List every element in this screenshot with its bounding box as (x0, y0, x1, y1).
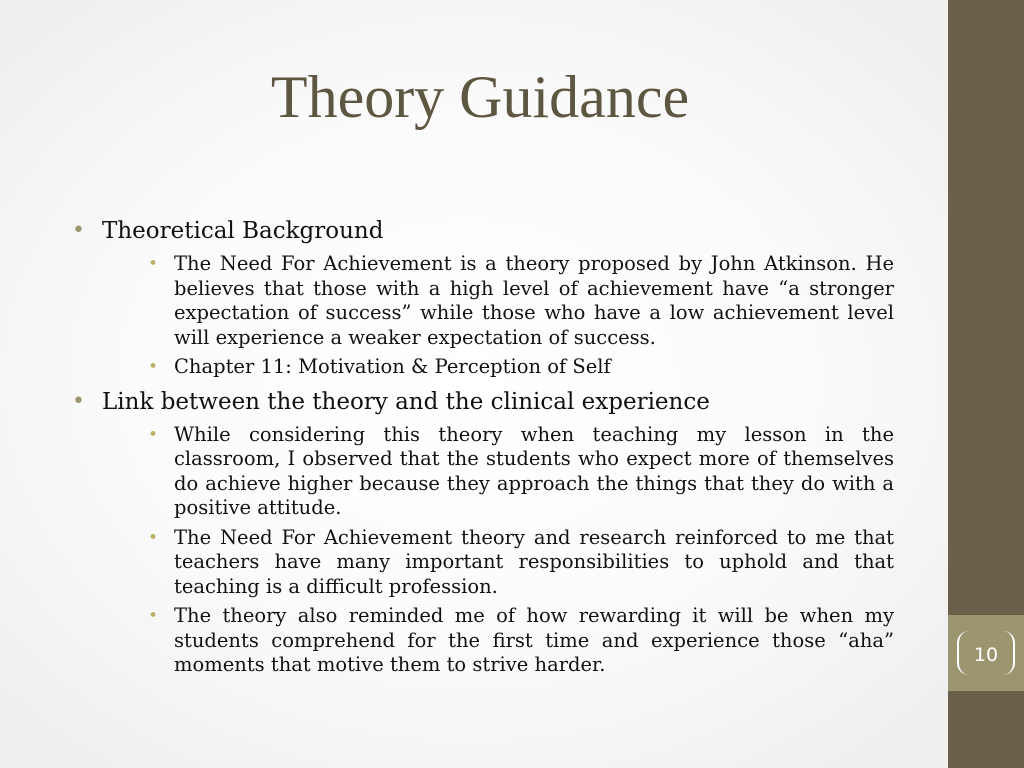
bullet-icon: • (148, 527, 159, 548)
section-heading-text: Theoretical Background (102, 218, 384, 244)
list-item-text: Chapter 11: Motivation & Perception of Self (174, 355, 611, 378)
page-number-box (948, 615, 1024, 691)
section-heading-text: Link between the theory and the clinical experience (102, 388, 710, 415)
bullet-icon: • (72, 218, 85, 243)
list-item (72, 252, 894, 350)
bullet-icon: • (72, 388, 85, 414)
list-item-text: The Need For Achievement is a theory proposed by John Atkinson. He believes that those with a high level of achievement have “a stronger expectation of success” while those who have a low achievement level will experience a weaker expectation of success. (174, 252, 894, 349)
list-item-text: The theory also reminded me of how rewarding it will be when my students comprehend for the first time and experience those “aha” moments that motive them to strive harder. (174, 604, 894, 676)
bullet-icon: • (148, 254, 159, 274)
list-item-text: While considering this theory when teaching my lesson in the classroom, I observed that the students who expect more of themselves do achieve higher because they approach the things that they do with a positive attitude. (174, 422, 894, 519)
slide-title: Theory Guidance (270, 64, 690, 130)
section-heading-theoretical-background (72, 214, 894, 248)
bullet-icon: • (148, 357, 159, 377)
list-item (72, 423, 894, 521)
section-heading-link-theory-clinical (72, 385, 894, 419)
list-item (72, 526, 894, 600)
list-item-text: The Need For Achievement theory and research reinforced to me that teachers have many important responsibilities to uphold and that teaching is a difficult profession. (174, 525, 894, 598)
bullet-icon: • (148, 606, 159, 626)
page-number: 10 (973, 644, 999, 666)
list-item (72, 355, 894, 380)
list-item (72, 604, 894, 678)
slide-body (72, 214, 894, 683)
bullet-icon: • (148, 424, 159, 445)
